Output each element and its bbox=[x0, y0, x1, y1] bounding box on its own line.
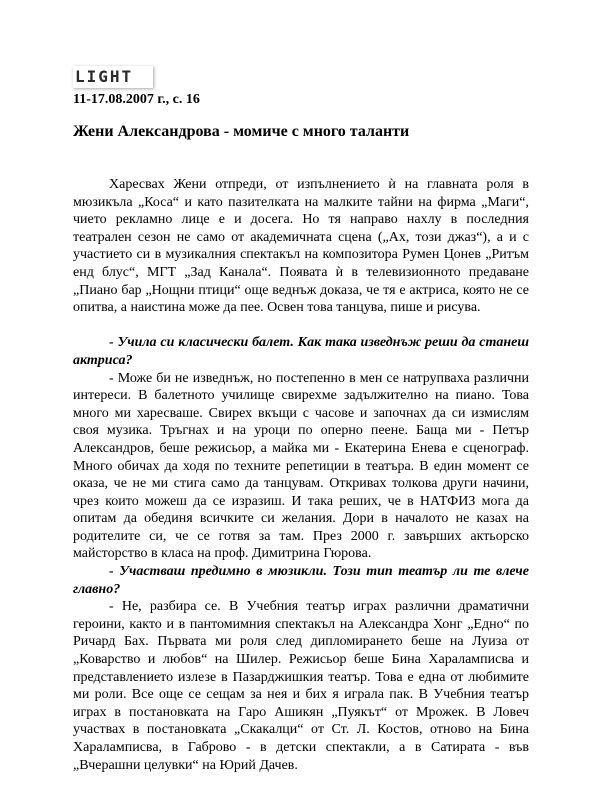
interview-answer-1: - Може би не изведнъж, но постепенно в мен се натрупваха различни интереси. В балетното училище свирехме задължително на пиано. Това много ми харесваше. Свирех вкъщи с часове и започнах да си измислям своя музика. Тръгнах и на уроци по оперно пеене. Баща ми - Петър Александров, беше режисьор, а майка ми - Екатерина Енева е сценограф. Много обичах да ходя по техните репетиции в театъра. В един момент се оказа, че не ми стига само да танцувам. Откривах толкова други начини, чрез които можеш да се изразиш. И така реших, че в НАТФИЗ мога да опитам да обединя всичките си желания. Дори в началото не казах на родителите си, че се готвя за там. През 2000 г. завърших актьорско майсторство в класа на проф. Димитрина Гюрова. bbox=[73, 370, 529, 562]
interview-question-2: - Участваш предимно в мюзикли. Този тип театър ли те влече главно? bbox=[73, 564, 529, 597]
article-title: Жени Александрова - момиче с много таланти bbox=[73, 123, 410, 140]
publication-logo: LIGHT bbox=[73, 66, 153, 88]
intro-paragraph: Харесвах Жени отпреди, от изпълнението ѝ на главната роля в мюзикъла „Коса“ и като пазителката на малките тайни на фирма „Маги“, чието рекламно лице е и досега. Но тя направо нахлу в последния театрален сезон не само от академичната сцена („Ах, този джаз“), а и с участието си в музикалния спектакъл на композитора Румен Цонев „Ритъм енд блус“, МГТ „Зад Канала“. Появата ѝ в телевизионното предаване „Пиано бар „Нощни птици“ още веднъж доказа, че тя е актриса, която не се опитва, а наистина може да пее. Освен това танцува, пише и рисува. bbox=[73, 177, 529, 316]
issue-date-page: 11-17.08.2007 г., с. 16 bbox=[73, 92, 200, 107]
article-body bbox=[73, 176, 529, 774]
interview-answer-2: - Не, разбира се. В Учебния театър играх различни драматични героини, както и в пантомимния спектакъл на Александра Хонг „Едно“ по Ричард Бах. Първата ми роля след дипломирането беше на Луиза от „Коварство и любов“ на Шилер. Режисьор беше Бина Хараламписва и представлението излезе в Пазарджишкия театър. Това е една от любимите ми роли. Все още се сещам за нея и бих я играла пак. В Учебния театър играх в постановката на Гаро Ашикян „Пуякът“ от Мрожек. В Ловеч участвах в постановката „Скакалци“ от Ст. Л. Костов, отново на Бина Хараламписва, в Габрово - в детски спектакли, а в Сатирата - във „Вчерашни целувки“ на Юрий Дачев. bbox=[73, 599, 529, 773]
interview-question-1: - Учила си класически балет. Как така изведнъж реши да станеш актриса? bbox=[73, 335, 529, 368]
paragraph-gap bbox=[73, 317, 529, 335]
